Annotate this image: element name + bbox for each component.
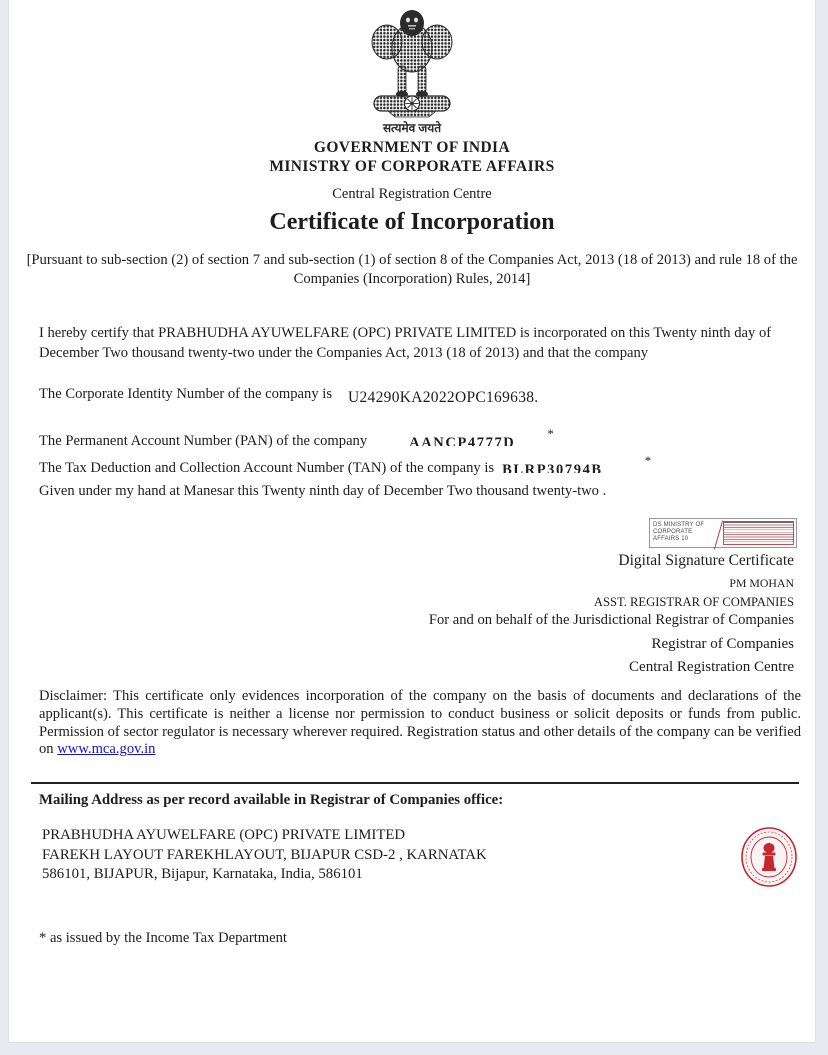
ds-stamp-label-line1: DS MINISTRY OF [653,522,705,528]
emblem-motto: सत्यमेव जयते [382,121,442,135]
ds-stamp-label-line2: CORPORATE AFFAIRS 10 [653,529,693,542]
pan-label: The Permanent Account Number (PAN) of the company [39,433,368,449]
digital-signature-certificate-line: Digital Signature Certificate [618,552,794,569]
central-registration-centre-heading: Central Registration Centre [332,186,492,202]
pan-line [39,426,554,450]
certificate-title: Certificate of Incorporation [269,209,555,235]
tan-footnote-marker: * [644,453,652,468]
tan-value: BLRP30794B [502,463,603,473]
cin-value: U24290KA2022OPC169638. [348,389,539,406]
cin-label: The Corporate Identity Number of the company is [39,386,333,402]
cin-line [39,385,539,406]
pan-footnote-marker: * [547,426,554,441]
ashoka-emblem-icon [366,8,458,118]
address-line-street: FAREKH LAYOUT FAREKHLAYOUT, BIJAPUR CSD-2 , KARNATAK [42,846,487,863]
tan-line [39,453,651,477]
mca-website-link[interactable]: www.mca.gov.in [57,741,156,758]
address-line-company: PRABHUDHA AYUWELFARE (OPC) PRIVATE LIMITED [42,827,406,843]
given-under-hand-line: Given under my hand at Manesar this Twenty ninth day of December Two thousand twenty-two . [39,483,607,499]
pan-value: AANCP4777D [409,436,516,446]
ds-stamp-signature-detail [723,521,794,545]
certify-paragraph: I hereby certify that PRABHUDHA AYUWELFARE (OPC) PRIVATE LIMITED is incorporated on this Twenty ninth day of December Two thousand twenty-two under the Companies Act, 2013 (18 of 2013) and that the company [39,325,772,361]
on-behalf-line: For and on behalf of the Jurisdictional Registrar of Companies [428,612,794,628]
certificate-page [8,0,816,1043]
registrar-of-companies-line: Registrar of Companies [651,636,794,652]
red-ministry-seal-icon [738,826,800,890]
government-of-india-heading: GOVERNMENT OF INDIA [313,139,511,156]
pan-tan-footnote: * as issued by the Income Tax Department [39,930,287,946]
signer-name: PM MOHAN [729,576,794,590]
mailing-address-heading: Mailing Address as per record available in Registrar of Companies office: [39,792,504,808]
address-line-city: 586101, BIJAPUR, Bijapur, Karnataka, India, 586101 [42,866,363,882]
disclaimer-text: Disclaimer: This certificate only evidences incorporation of the company on the basis of documents and declarations of the applicant(s). This certificate is neither a license nor permission to conduct business or solicit deposits or funds from public. Permission of sector regulator is necessary wherever required. Registration status and other details of the company can be verified on [39,688,801,758]
ministry-seal-container [738,826,800,890]
ministry-heading: MINISTRY OF CORPORATE AFFAIRS [269,158,555,175]
section-divider [31,782,799,784]
certificate-subtitle: [Pursuant to sub-section (2) of section 7 and sub-section (1) of section 8 of the Companies Act, 2013 (18 of 2013) and rule 18 of the Companies (Incorporation) Rules, 2014] [26,252,798,287]
mailing-address-block [42,826,487,885]
disclaimer-paragraph [39,688,801,759]
signature-block [429,552,794,676]
digital-signature-stamp [649,518,797,548]
central-registration-centre-line: Central Registration Centre [629,659,794,675]
emblem-container [9,8,815,123]
signer-designation: ASST. REGISTRAR OF COMPANIES [593,595,794,609]
tan-label: The Tax Deduction and Collection Account Number (TAN) of the company is [39,460,495,476]
ds-stamp-label [650,519,719,547]
